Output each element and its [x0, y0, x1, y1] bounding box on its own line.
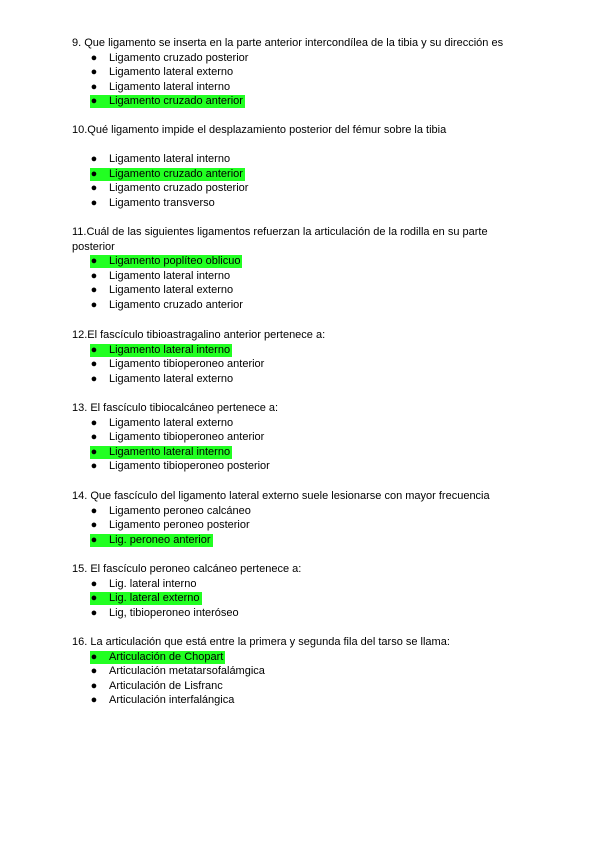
bullet-icon: ● [90, 80, 98, 93]
answer-option-label: Articulación de Chopart [109, 650, 224, 663]
answer-option [72, 504, 532, 519]
answer-option-label: Ligamento transverso [109, 196, 215, 209]
bullet-icon: ● [90, 504, 98, 517]
answer-option-label: Lig. lateral interno [109, 577, 197, 590]
answer-option-correct [72, 591, 532, 606]
bullet-icon: ● [90, 650, 98, 663]
answer-option-label: Ligamento poplíteo oblicuo [109, 255, 241, 268]
answer-option-label: Ligamento lateral externo [109, 284, 234, 297]
question-6 [72, 489, 532, 547]
bullet-icon: ● [90, 694, 98, 707]
bullet-icon: ● [90, 343, 98, 356]
question-5 [72, 401, 532, 474]
answer-option [72, 269, 532, 284]
bullet-icon: ● [90, 445, 98, 458]
answer-option [72, 664, 532, 679]
bullet-icon: ● [90, 153, 98, 166]
answer-option-label: Ligamento cruzado anterior [109, 95, 243, 108]
answer-option-label: Ligamento cruzado anterior [109, 167, 243, 180]
answer-option [72, 65, 532, 80]
answer-option [72, 577, 532, 592]
question-text: 15. El fascículo peroneo calcáneo pertenece a: [72, 563, 302, 575]
question-7 [72, 562, 532, 620]
answer-option-label: Ligamento lateral externo [109, 66, 234, 79]
answer-option [72, 430, 532, 445]
answer-option-label: Lig. peroneo anterior [109, 533, 211, 546]
bullet-icon: ● [90, 298, 98, 311]
answer-option-label: Ligamento lateral interno [109, 445, 231, 458]
question-text: 13. El fascículo tibiocalcáneo pertenece a: [72, 402, 279, 414]
bullet-icon: ● [90, 606, 98, 619]
answer-option-label: Ligamento lateral externo [109, 372, 234, 385]
answer-option [72, 152, 532, 167]
answer-option [72, 416, 532, 431]
answer-option [72, 283, 532, 298]
bullet-icon: ● [90, 519, 98, 532]
answer-option-label: Articulación metatarsofalámgica [109, 665, 265, 678]
answer-option-label: Ligamento cruzado anterior [109, 298, 243, 311]
answer-option-correct [72, 94, 532, 109]
bullet-icon: ● [90, 665, 98, 678]
answer-option [72, 181, 532, 196]
bullet-icon: ● [90, 284, 98, 297]
answer-option-correct [72, 343, 532, 358]
question-text: 9. Que ligamento se inserta en la parte anterior intercondílea de la tibia y su dirección es [72, 37, 504, 49]
question-2 [72, 123, 532, 211]
answer-options [72, 416, 532, 474]
answer-option [72, 357, 532, 372]
answer-option-correct [72, 254, 532, 269]
answer-option [72, 679, 532, 694]
bullet-icon: ● [90, 167, 98, 180]
answer-option-correct [72, 650, 532, 665]
bullet-icon: ● [90, 358, 98, 371]
bullet-icon: ● [90, 182, 98, 195]
answer-options [72, 577, 532, 621]
bullet-icon: ● [90, 460, 98, 473]
answer-option-label: Ligamento lateral externo [109, 416, 234, 429]
question-text: 16. La articulación que está entre la primera y segunda fila del tarso se llama: [72, 636, 450, 648]
question-text: 11.Cuál de las siguientes ligamentos refuerzan la articulación de la rodilla en su parte posterior [72, 226, 488, 253]
answer-option [72, 298, 532, 313]
answer-option-label: Ligamento lateral interno [109, 80, 231, 93]
question-8 [72, 635, 532, 708]
answer-option-label: Ligamento cruzado posterior [109, 182, 249, 195]
answer-options [72, 152, 532, 210]
bullet-icon: ● [90, 95, 98, 108]
bullet-icon: ● [90, 679, 98, 692]
answer-option-correct [72, 445, 532, 460]
answer-options [72, 51, 532, 109]
answer-option-label: Ligamento lateral interno [109, 343, 231, 356]
answer-option-label: Ligamento peroneo posterior [109, 519, 250, 532]
answer-option [72, 372, 532, 387]
bullet-icon: ● [90, 196, 98, 209]
answer-options [72, 254, 532, 312]
answer-options [72, 504, 532, 548]
answer-option [72, 51, 532, 66]
answer-option-label: Ligamento peroneo calcáneo [109, 504, 251, 517]
bullet-icon: ● [90, 577, 98, 590]
bullet-icon: ● [90, 592, 98, 605]
answer-option [72, 80, 532, 95]
bullet-icon: ● [90, 431, 98, 444]
question-1 [72, 36, 532, 109]
answer-option-label: Lig. lateral externo [109, 592, 200, 605]
answer-option-label: Articulación de Lisfranc [109, 679, 223, 692]
answer-option-label: Articulación interfalángica [109, 694, 235, 707]
answer-options [72, 343, 532, 387]
question-3 [72, 225, 532, 313]
answer-option-label: Ligamento tibioperoneo anterior [109, 431, 265, 444]
answer-option-label: Ligamento lateral interno [109, 153, 231, 166]
bullet-icon: ● [90, 51, 98, 64]
answer-option [72, 459, 532, 474]
question-text: 10.Qué ligamento impide el desplazamiento posterior del fémur sobre la tibia [72, 124, 447, 136]
answer-option [72, 196, 532, 211]
answer-option-label: Ligamento tibioperoneo anterior [109, 358, 265, 371]
question-text: 14. Que fascículo del ligamento lateral externo suele lesionarse con mayor frecuencia [72, 490, 490, 502]
answer-option-label: Ligamento cruzado posterior [109, 51, 249, 64]
answer-options [72, 650, 532, 708]
answer-option [72, 693, 532, 708]
bullet-icon: ● [90, 416, 98, 429]
bullet-icon: ● [90, 66, 98, 79]
answer-option-label: Ligamento tibioperoneo posterior [109, 460, 270, 473]
bullet-icon: ● [90, 533, 98, 546]
answer-option-label: Lig, tibioperoneo interóseo [109, 606, 239, 619]
bullet-icon: ● [90, 255, 98, 268]
question-4 [72, 328, 532, 386]
answer-option-label: Ligamento lateral interno [109, 269, 231, 282]
answer-option-correct [72, 167, 532, 182]
bullet-icon: ● [90, 372, 98, 385]
bullet-icon: ● [90, 269, 98, 282]
answer-option [72, 518, 532, 533]
answer-option-correct [72, 533, 532, 548]
question-text: 12.El fascículo tibioastragalino anterior pertenece a: [72, 329, 326, 341]
answer-option [72, 606, 532, 621]
